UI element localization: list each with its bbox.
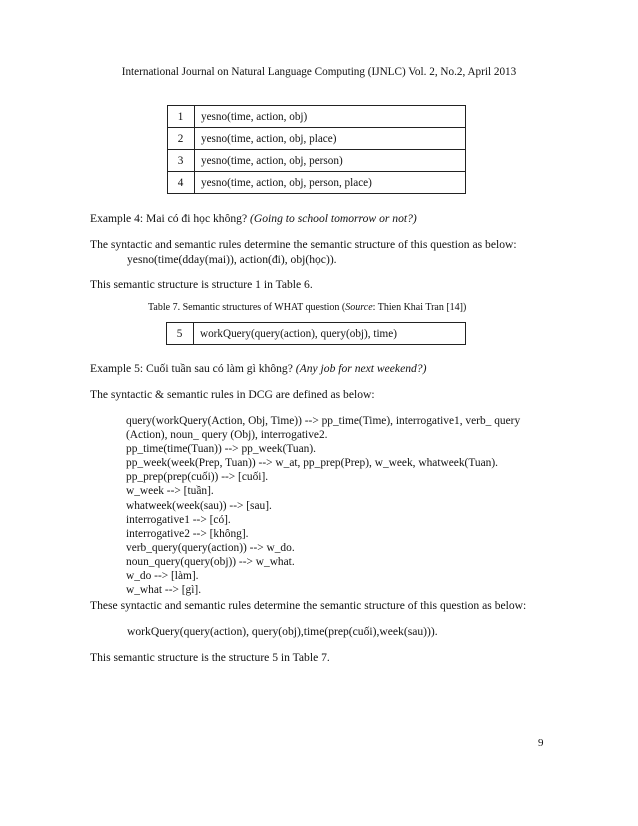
dcg-rule-line: interrogative1 --> [có]. — [126, 513, 231, 526]
structure-1-paragraph: This semantic structure is structure 1 in Table 6. — [90, 278, 313, 291]
dcg-rule-line: w_do --> [làm]. — [126, 570, 199, 583]
table-6-row-structure: yesno(time, action, obj, person) — [195, 150, 466, 172]
table-7-row-structure: workQuery(query(action), query(obj), time) — [194, 323, 466, 345]
table-6-row-structure: yesno(time, action, obj, place) — [195, 128, 466, 150]
table-6-row-structure: yesno(time, action, obj) — [195, 106, 466, 128]
dcg-rule-line: query(workQuery(Action, Obj, Time)) --> pp_time(Time), interrogative1, verb_ query — [126, 415, 521, 427]
dcg-rules-block — [126, 414, 520, 597]
structure-5-paragraph: This semantic structure is the structure 5 in Table 7. — [90, 651, 330, 664]
table-6-row — [168, 172, 466, 194]
dcg-rule-line: verb_query(query(action)) --> w_do. — [126, 541, 295, 554]
table-6-body — [168, 106, 466, 194]
table-6-row — [168, 150, 466, 172]
table-6-row-number: 2 — [168, 128, 195, 150]
page-number: 9 — [538, 737, 544, 749]
table-6-row-structure: yesno(time, action, obj, person, place) — [195, 172, 466, 194]
example-5-label: Example 5: Cuối tuần sau có làm gì không? — [90, 362, 293, 375]
table-6-structures — [167, 105, 466, 194]
table-7-row-number: 5 — [167, 323, 194, 345]
example-4-label: Example 4: Mai có đi học không? — [90, 212, 248, 225]
these-rules-paragraph: These syntactic and semantic rules determine the semantic structure of this question as below: — [90, 599, 527, 612]
example-4-translation: (Going to school tomorrow or not?) — [250, 212, 417, 225]
table-6-row — [168, 128, 466, 150]
dcg-rule-line: whatweek(week(sau)) --> [sau]. — [126, 499, 272, 512]
dcg-rule-line: pp_prep(prep(cuối)) --> [cuối]. — [126, 471, 269, 484]
workquery-expression: workQuery(query(action), query(obj),time(prep(cuối),week(sau))). — [127, 625, 438, 638]
dcg-intro-paragraph: The syntactic & semantic rules in DCG are defined as below: — [90, 388, 375, 401]
dcg-rule-line: interrogative2 --> [không]. — [126, 527, 249, 540]
table-7-body — [167, 323, 466, 345]
example-5-translation: (Any job for next weekend?) — [295, 362, 427, 375]
dcg-rule-line: pp_week(week(Prep, Tuan)) --> w_at, pp_prep(Prep), w_week, whatweek(Tuan). — [126, 457, 498, 470]
table-7-row — [167, 323, 466, 345]
dcg-rule-line: w_week --> [tuần]. — [126, 485, 214, 498]
example-4 — [90, 212, 417, 225]
dcg-rule-line: pp_time(time(Tuan)) --> pp_week(Tuan). — [126, 443, 317, 456]
table-6-row-number: 4 — [168, 172, 195, 194]
yesno-structure-expression: yesno(time(dday(mai)), action(đi), obj(học)). — [127, 253, 337, 266]
table-7-structures — [166, 322, 466, 345]
dcg-rule-line: (Action), noun_ query (Obj), interrogative2. — [126, 429, 328, 442]
rules-intro-paragraph: The syntactic and semantic rules determine the semantic structure of this question as below: — [90, 238, 517, 251]
table-6-row-number: 1 — [168, 106, 195, 128]
table-7-caption: Table 7. Semantic structures of WHAT question (Source: Thien Khai Tran [14]) — [148, 302, 467, 313]
table-6-row-number: 3 — [168, 150, 195, 172]
dcg-rule-line: w_what --> [gì]. — [126, 584, 202, 597]
table-6-row — [168, 106, 466, 128]
example-5 — [90, 362, 426, 375]
journal-header: International Journal on Natural Language Computing (IJNLC) Vol. 2, No.2, April 2013 — [121, 66, 517, 78]
dcg-rule-line: noun_query(query(obj)) --> w_what. — [126, 555, 295, 568]
